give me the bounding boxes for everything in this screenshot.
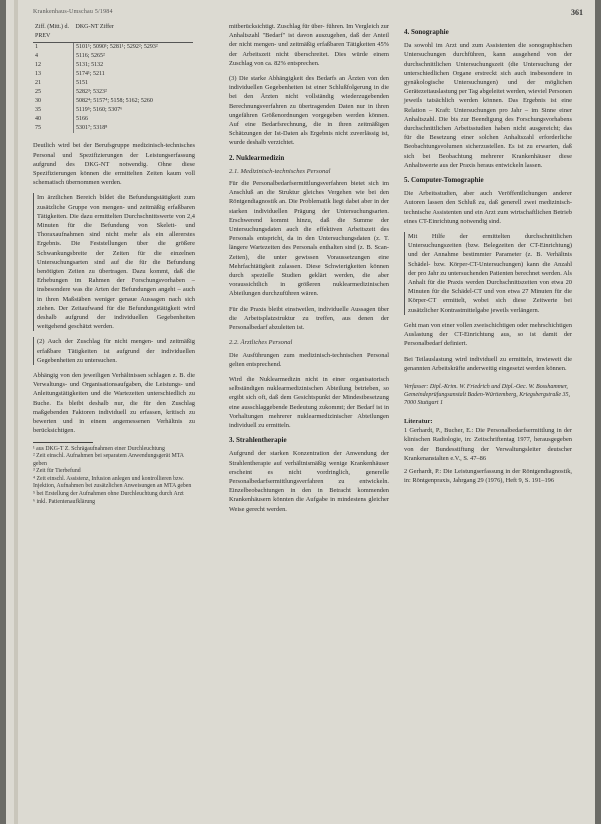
body-paragraph: mitberücksichtigt. Zuschlag für über- führen. Im Vergleich zur Anhaltszahl "Bedarf" ist davon auszugehen, daß der Anteil der nicht mengen- und zeitmäßig erfaßbaren Tätigkeiten 45% der Arbeitszeit nicht überschreitet. Dies würde einem Zuschlag von ca. 82% entsprechen. [229, 23, 389, 67]
table-cell-prev: 75 [33, 124, 74, 133]
body-paragraph: Im ärztlichen Bereich bildet die Befundungstätigkeit zum zusätzliche Gruppe von mengen- und zeitmäßig erfaßbaren Tätigkeiten. Die dazu ermittelten Durchschnittswerte von 2,4 Minuten für die Befundung von Skelett- und Thoraxaufnahmen sind nicht mehr als ein allererstes Ergebnis. Die Feststellungen über die größere Schwankungsbreite der Zeiten für die einzelnen Untersuchungsarten sind auf die für die Befundung benötigten Zeiten zu übertragen. Dazu kommt, daß die Erhebungen im Rahmen der Forschungsvorhaben – insbesondere was die Arten der Befundungen angeht – auch in ihren Maßstäben weniger genaue Aussagen nach sich ziehen. Der Zeitaufwand für die Befundungstätigkeit wird deshalb aufgrund der individuellen Gegebenheiten weitgehend geschätzt werden. [33, 193, 195, 331]
table-row [33, 43, 193, 53]
table-row [33, 97, 193, 106]
running-head: Krankenhaus-Umschau 5/1984 [33, 9, 113, 15]
section-2-2-body [229, 351, 389, 431]
table-cell-prev: 40 [33, 115, 74, 124]
table-row [33, 79, 193, 88]
section-2-heading: 2. Nuklearmedizin [229, 153, 285, 162]
body-paragraph: Bei Teilauslastung wird individuell zu ermitteln, inwieweit die genannten Arbeitskräfte anderweitig eingesetzt werden können. [404, 355, 572, 372]
table-cell-prev: 13 [33, 70, 74, 79]
footnote: ⁶ inkl. Patientenaufklärung [33, 498, 96, 505]
body-paragraph: Für die Praxis bleibt einstweilen, individuelle Aussagen über die Arbeitsplatzstruktur zu treffen, aus denen der Personalbedarf abzuleiten ist. [229, 305, 389, 332]
table-cell-prev: 35 [33, 106, 74, 115]
footnote: ⁵ bei Erstellung der Aufnahmen ohne Durchleuchtung durch Arzt [33, 491, 184, 498]
table-header-dkg: DKG-NT Ziffer [74, 22, 194, 43]
body-paragraph: Mit Hilfe der ermittelten durchschnittlichen Untersuchungszeiten (bzw. Belegzeiten der CT-Einrichtung) und der Annahme bestimmter Parameter (z. B. Verhältnis Schädel- bzw. Körper-CT-Untersuchungen) kann die Anzahl der pro Jahr zu untersuchenden Patienten berechnet werden. Als Anhalt für die Praxis werden Durchschnittszeiten von etwa 20 Minuten für die Schädel-CT und von etwa 27 Minuten für die Körper-CT ermittelt, wobei sich diese Zeitwerte bei zusätzlicher Kontrastmittelgabe jeweils verlängern. [404, 232, 572, 315]
table-cell-prev: 12 [33, 61, 74, 70]
section-3-heading: 3. Strahlentherapie [229, 436, 287, 445]
table-cell-dkg: 5166 [76, 116, 88, 123]
table-body [33, 43, 193, 134]
table-cell-prev: 25 [33, 88, 74, 97]
body-paragraph: Geht man von einer vollen zweischichtigen oder mehrschichtigen Auslastung der CT-Einrichtung aus, so ist damit der Personalbedarf definiert. [404, 321, 572, 348]
table-row [33, 115, 193, 124]
author-note: Verfasser: Dipl.-Krim. W. Friedrich und Dipl.-Oec. W. Bosshammer, Gemeindeprüfungsanstalt Baden-Württemberg, Kriegsbergstraße 35, 7000 Stuttgart 1 [404, 383, 571, 406]
body-paragraph: (3) Die starke Abhängigkeit des Bedarfs an Ärzten von den individuellen Gegebenheiten ist einer Schlußfolgerung in die bei den Ärzten nicht vollständig wiederzugebenden Berechnungsverfahren zu übertragenden Daten nur in ihren ungefähren Größenordnungen vorgegeben werden können. Auf eine Bedarfsrechnung, die in ihren zeitmäßigen Schätzungen der Ist-Daten als Ergebnis nicht zuverlässig ist, wurde deshalb verzichtet. [229, 75, 389, 147]
footnote: ² Zeit einschl. Aufnahmen bei separatem Anwendungsgerät MTA geben [33, 453, 184, 467]
table-cell-dkg: 5174¹; 5211 [76, 71, 105, 78]
body-paragraph: Da sowohl im Arzt und zum Assistenten die sonographischen Untersuchungen durchführen, kann ausgehend von der durchschnittlichen Untersuchungszeit (die Untersuchung der unterschiedlichen Organe erstreckt sich auch insbesondere in gynäkologische Untersuchungen) und der möglichen Gerätezeitauslastung per Tag abgeleitet werden, wieviel Personen jeweils tatsächlich werden können. Das Ergebnis ist eine Relation – Kraft: Untersuchungen pro Jahr – im Sinne einer Anhaltszahl. Die bis zur Beendigung des Forschungsvorhabens durchschnittlichen Arbeitsstudien haben nicht ausgereicht; das für die Besetzung einer solchen Anhaltszahl erforderliche Beobachtungsvolumen sicherzustellen. Es ist zu erwarten, daß sich bei Beobachtung mehrerer Krankenhäuser diese Anhaltswerte aus der Praxis heraus entwickeln lassen. [404, 42, 572, 169]
table-cell-dkg: 5082⁴; 5157⁴; 5158; 5162; 5260 [76, 98, 153, 105]
table-cell-dkg: 5119⁵; 5160; 5307⁶ [76, 107, 123, 114]
table-row [33, 88, 193, 97]
table-row [33, 70, 193, 79]
literature-item: 1 Gerhardt, P., Bucher, E.: Die Personalbedarfsermittlung in der klinischen Radiologie, in: Zeitschriftentag 1977, herausgegeben von der Bundesstiftung der Verwaltungsleiter deutscher Krankenanstalten e.V., S. 47–86 [404, 427, 572, 462]
literature-item: 2 Gerhardt, P.: Die Leistungserfassung in der Röntgendiagnostik, in: Röntgenpraxis, Jahrgang 29 (1976), Heft 9, S. 191–196 [404, 467, 572, 485]
table-cell-prev: 4 [33, 52, 74, 61]
section-4-heading: 4. Sonographie [404, 28, 449, 36]
body-paragraph: Für die Personalbedarfsermittlungsverfahren bietet sich im Anschluß an die Struktur gleiches Vergehen wie bei den Röntgendiagnostik an. Die Problematik liegt dabei aber in der starken individuellen Prägung der Untersuchungsarten. Erschwerend kommt hinzu, daß die Summe der Untersuchungsdaten auch die effektiven Arbeitszeit des Personals entspricht, da in den Untersuchungsdaten (z. T. längere Wartezeiten des Personals enthalten sind (z. B. Scan-Zeiten), die unter gewissen Voraussetzungen eine Mehrfachtätigkeit zulassen. Diese Schwierigkeiten können durch spezielle Studien geklärt werden, die aber voraussichtlich in größeren nuklearmedizinischen Abteilungen durchzuführen wären. [229, 180, 389, 298]
middle-top-paragraphs [229, 22, 389, 148]
right-column [404, 22, 572, 489]
body-paragraph: Abhängig von den jeweiligen Verhältnissen schlagen z. B. die Verwaltungs- und Organisationsaufgaben, die Leistungs- und Anleitungstätigkeiten und die Wartezeiten unterschiedlich zu Buche. Es bleibt deshalb nur, die für den Zuschlag maßgebenden Faktoren individuell zu erfassen, kritisch zu bewerten und in einem angemessenen Verhältnis zu berücksichtigen. [33, 372, 195, 435]
table-row [33, 52, 193, 61]
table-cell-prev: 1 [33, 43, 74, 53]
fee-schedule-table [33, 22, 193, 133]
table-cell-prev: 30 [33, 97, 74, 106]
table-cell-dkg: 5116; 5265² [76, 53, 105, 60]
table-header-prev: Ziff. (Mitt.) d. PREV [33, 22, 74, 43]
footnote: ¹ aus DKG-T Z. Schrägaufnahmen einer Durchleuchtung [33, 445, 165, 452]
table-row [33, 61, 193, 70]
table-cell-dkg: 5301⁷; 5318⁸ [76, 125, 108, 132]
table-row [33, 106, 193, 115]
section-4-body [404, 41, 572, 170]
body-paragraph: Aufgrund der starken Konzentration der Anwendung der Strahlentherapie auf verhältnismäßig wenige Krankenhäuser erscheint es nicht vordringlich, generelle Personalbedarfsermittlungsverfahren zu entwickeln. Einzelbeobachtungen in den in Betracht kommenden Krankenhäusern könnten die Aufgabe in mindestens gleicher Weise gerecht werden. [229, 450, 389, 513]
section-5-body [404, 189, 572, 373]
literature-list [404, 426, 572, 485]
scanned-page [6, 0, 595, 824]
binding-gutter [14, 0, 18, 824]
body-paragraph: Die Ausführungen zum medizinisch-technischen Personal gelten entsprechend. [229, 351, 389, 368]
body-paragraph: (2) Auch der Zuschlag für nicht mengen- und zeitmäßig erfaßbare Tätigkeiten ist aufgrund der individuellen Gegebenheiten zu untersuchen. [33, 337, 195, 365]
footnotes [33, 446, 195, 507]
footnote: ³ Zeit für Tierbefund [33, 468, 81, 475]
section-2-1-body [229, 179, 389, 332]
table-cell-prev: 21 [33, 79, 74, 88]
table-cell-dkg: 5101¹; 5090¹; 5281¹; 5292²; 5293² [76, 44, 158, 51]
table-cell-dkg: 5151 [76, 80, 88, 87]
table-header-row [33, 22, 193, 43]
footnote-rule [33, 442, 93, 443]
table-row [33, 124, 193, 133]
left-column [33, 22, 195, 506]
footnote: ⁴ Zeit einschl. Assistenz, Infusion anlegen und kontrollieren bzw. Injektion, Aufnahmen bei zusätzlichen Anweisungen an MTA geben [33, 475, 192, 490]
table-cell-dkg: 5131; 5132 [76, 62, 104, 69]
section-3-body [229, 449, 389, 513]
page-number: 361 [571, 8, 583, 17]
left-paragraphs [33, 141, 195, 435]
body-paragraph: Deutlich wird bei der Berufsgruppe medizinisch-technisches Personal und Spezifizierungen der Leistungserfassung aufgrund des DKG-NT notwendig. Ohne diese Spezifizierungen können die ermittelten Zeiten kaum voll schematisch übernommen werden. [33, 142, 195, 187]
body-paragraph: Wird die Nuklearmedizin nicht in einer organisatorisch selbständigen nuklearmedizinischen Abteilung betrieben, so ergibt sich oft, daß dem Gesichtspunkt der Mindestbesetzung eine ausschlaggebende Bedeutung zukommt; der Bedarf ist in Vorhaltungen mehrerer nuklearmedizinischer Abteilungen individuell zu ermitteln. [229, 375, 389, 429]
literature-heading: Literatur: [404, 417, 433, 425]
section-5-heading: 5. Computer-Tomographie [404, 176, 484, 185]
section-2-1-heading: 2.1. Medizinisch-technisches Personal [229, 167, 331, 175]
section-2-2-heading: 2.2. Ärztliches Personal [229, 339, 293, 347]
table-cell-dkg: 5282³; 5323² [76, 89, 107, 96]
body-paragraph: Die Arbeitsstudien, aber auch Veröffentlichungen anderer Autoren lassen den Schluß zu, daß generell zwei medizinisch-technische Assistenten und ein Arzt zum wirtschaftlichen Betrieb eines CT-Einrichtung notwendig sind. [404, 190, 572, 225]
middle-column [229, 22, 389, 520]
